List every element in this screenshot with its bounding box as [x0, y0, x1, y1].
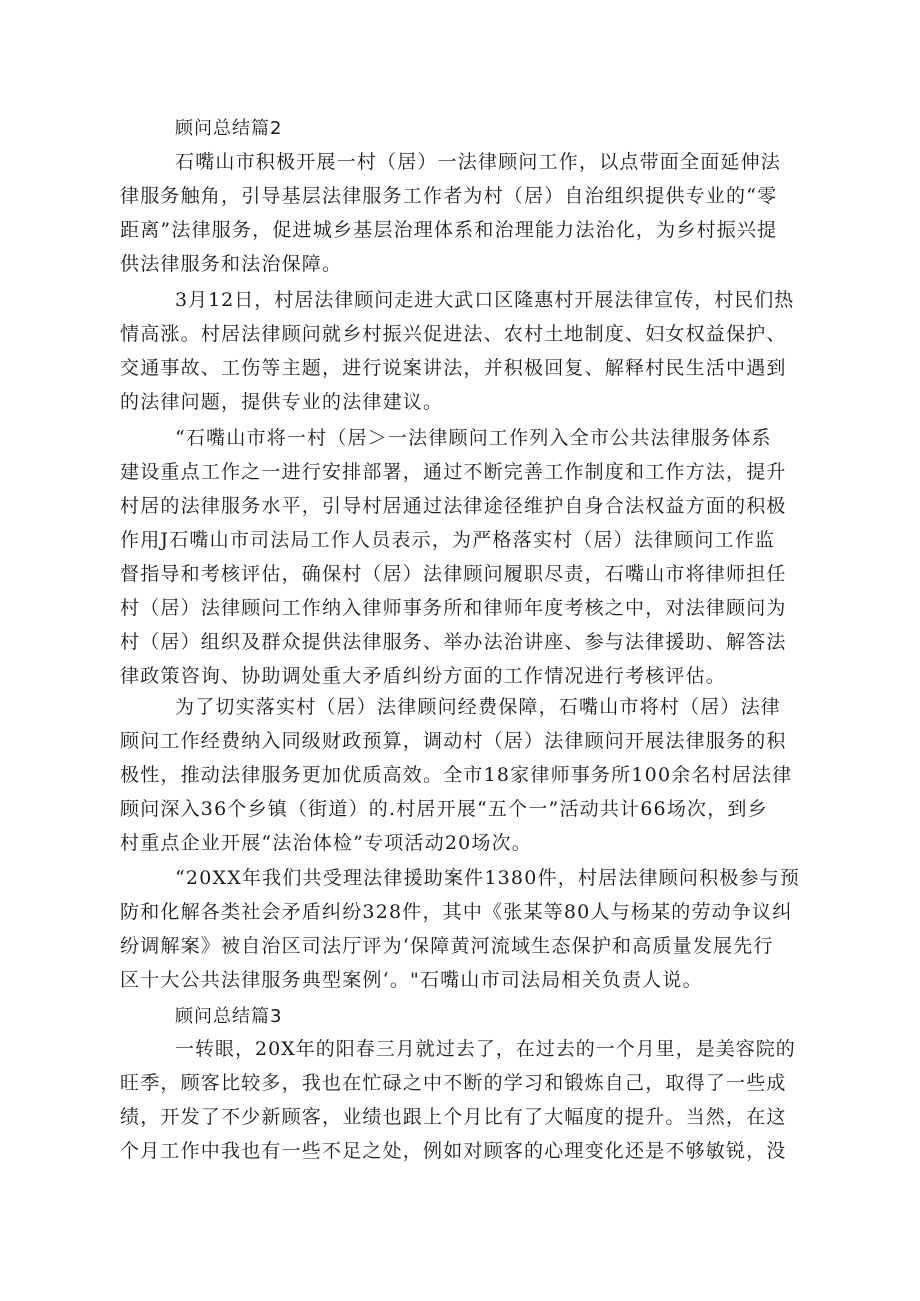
- text-line: 绩，开发了不少新顾客，业绩也跟上个月比有了大幅度的提升。当然，在这: [120, 1106, 787, 1128]
- paragraph: [120, 1032, 800, 1168]
- text-line: 一转眼，20X年的阳春三月就过去了，在过去的一个月里，是美容院的: [175, 1038, 796, 1060]
- text-line: 距离”法律服务，促进城乡基层治理体系和治理能力法治化，为乡村振兴提: [120, 219, 778, 241]
- paragraph: [120, 690, 800, 860]
- section-heading: 顾问总结篇2: [175, 118, 283, 139]
- text-line: 村重点企业开展“法治体检”专项活动20场次。: [120, 832, 533, 854]
- text-line: 极性，推动法律服务更加优质高效。全市18家律师事务所100余名村居法律: [120, 764, 793, 786]
- text-line: 顾问深入36个乡镇（街道）的.村居开展“五个一”活动共计66场次，到乡: [120, 798, 768, 820]
- text-line: “20XX年我们共受理法律援助案件1380件，村居法律顾问积极参与预: [175, 867, 801, 889]
- paragraph: [120, 283, 800, 419]
- paragraph: [120, 421, 800, 693]
- text-line: 交通事故、工伤等主题，进行说案讲法，并积极回复、解释村民生活中遇到: [120, 357, 787, 379]
- text-line: 供法律服务和法治保障。: [120, 253, 343, 275]
- text-line: 为了切实落实村（居）法律顾问经费保障，石嘴山市将村（居）法律: [175, 696, 782, 718]
- text-line: 村居的法律服务水平，引导村居通过法律途径维护自身合法权益方面的积极: [120, 495, 787, 517]
- text-line: 纷调解案》被自治区司法厅评为‘保障黄河流域生态保护和高质量发展先行: [120, 935, 774, 957]
- text-line: 督指导和考核评估，确保村（居）法律顾问履职尽责，石嘴山市将律师担任: [120, 563, 787, 585]
- paragraph: [120, 861, 800, 997]
- text-line: 顾问工作经费纳入同级财政预算，调动村（居）法律顾问开展法律服务的积: [120, 730, 787, 752]
- text-line: 旺季，顾客比较多，我也在忙碌之中不断的学习和锻炼自己，取得了一些成: [120, 1072, 787, 1094]
- text-line: 区十大公共法律服务典型案例‘。"石嘴山市司法局相关负责人说。: [120, 969, 703, 991]
- text-line: 建设重点工作之一进行安排部署，通过不断完善工作制度和工作方法，提升: [120, 461, 787, 483]
- text-line: 作用J石嘴山市司法局工作人员表示，为严格落实村（居）法律顾问工作监: [120, 529, 776, 551]
- text-line: 律政策咨询、协助调处重大矛盾纠纷方面的工作情况进行考核评估。: [120, 665, 727, 687]
- text-line: 石嘴山市积极开展一村（居）一法律顾问工作，以点带面全面延伸法: [175, 151, 782, 173]
- text-line: 个月工作中我也有一些不足之处，例如对顾客的心理变化还是不够敏锐，没: [120, 1140, 787, 1162]
- text-line: 防和化解各类社会矛盾纠纷328件，其中《张某等80人与杨某的劳动争议纠: [120, 901, 793, 923]
- text-line: 村（居）法律顾问工作纳入律师事务所和律师年度考核之中，对法律顾问为: [120, 597, 787, 619]
- text-line: 的法律问题，提供专业的法律建议。: [120, 391, 444, 413]
- section-heading: 顾问总结篇3: [175, 1006, 283, 1027]
- text-line: 村（居）组织及群众提供法律服务、举办法治讲座、参与法律援助、解答法: [120, 631, 787, 653]
- text-line: 情高涨。村居法律顾问就乡村振兴促进法、农村土地制度、妇女权益保护、: [120, 323, 787, 345]
- text-line: 律服务触角，引导基层法律服务工作者为村（居）自治组织提供专业的“零: [120, 185, 778, 207]
- text-line: “石嘴山市将一村（居＞一法律顾问工作列入全市公共法律服务体系: [175, 427, 772, 449]
- paragraph: [120, 145, 800, 281]
- text-line: 3月12日，村居法律顾问走进大武口区隆惠村开展法律宣传，村民们热: [175, 289, 795, 311]
